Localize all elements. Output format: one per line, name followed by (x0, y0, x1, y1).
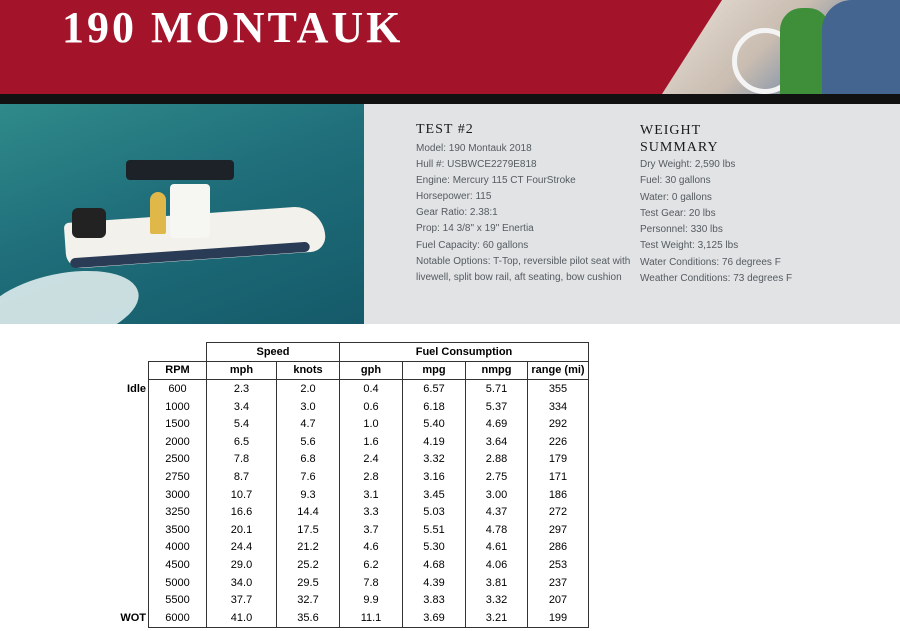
passenger-graphic (150, 192, 166, 234)
weight-line: Water Conditions: 76 degrees F (640, 256, 781, 268)
range-cell: 355 (528, 380, 589, 398)
weight-title-line: SUMMARY (640, 140, 719, 155)
weight-line: Fuel: 30 gallons (640, 175, 711, 187)
test-title: TEST #2 (416, 122, 474, 137)
nmpg-cell: 2.88 (466, 451, 528, 469)
nmpg-cell: 4.69 (466, 415, 528, 433)
gph-cell: 11.1 (340, 609, 403, 627)
row-label (111, 503, 149, 521)
mph-cell: 34.0 (207, 574, 277, 592)
mph-cell: 2.3 (207, 380, 277, 398)
range-cell: 237 (528, 574, 589, 592)
weight-line: Weather Conditions: 73 degrees F (640, 273, 793, 285)
weight-specs (640, 157, 840, 287)
gph-cell: 1.0 (340, 415, 403, 433)
rpm-cell: 4500 (149, 556, 207, 574)
mpg-cell: 3.83 (403, 591, 466, 609)
row-label (111, 486, 149, 504)
nmpg-cell: 4.61 (466, 539, 528, 557)
mpg-cell: 6.57 (403, 380, 466, 398)
rpm-cell: 4000 (149, 539, 207, 557)
range-cell: 292 (528, 415, 589, 433)
rpm-cell: 600 (149, 380, 207, 398)
mpg-cell: 3.32 (403, 451, 466, 469)
table-row (111, 503, 589, 521)
rpm-cell: 3000 (149, 486, 207, 504)
row-label (111, 451, 149, 469)
range-cell: 334 (528, 398, 589, 416)
mph-cell: 10.7 (207, 486, 277, 504)
gph-cell: 4.6 (340, 539, 403, 557)
nmpg-cell: 3.64 (466, 433, 528, 451)
col-header-nmpg: nmpg (466, 361, 528, 380)
table-row (111, 539, 589, 557)
knots-cell: 5.6 (277, 433, 340, 451)
table-row (111, 521, 589, 539)
table-row (111, 609, 589, 627)
weight-line: Dry Weight: 2,590 lbs (640, 159, 736, 170)
knots-cell: 4.7 (277, 415, 340, 433)
table-row (111, 398, 589, 416)
rpm-cell: 3500 (149, 521, 207, 539)
boat-photo (0, 104, 364, 324)
mpg-cell: 5.51 (403, 521, 466, 539)
rpm-cell: 2750 (149, 468, 207, 486)
knots-cell: 25.2 (277, 556, 340, 574)
row-label: WOT (120, 611, 146, 624)
spec-line: Model: 190 Montauk 2018 (416, 143, 532, 154)
mph-cell: 24.4 (207, 539, 277, 557)
knots-cell: 17.5 (277, 521, 340, 539)
row-label (111, 556, 149, 574)
knots-cell: 9.3 (277, 486, 340, 504)
weight-line: Water: 0 gallons (640, 191, 712, 203)
mpg-cell: 5.40 (403, 415, 466, 433)
row-label (111, 574, 149, 592)
table-row (111, 451, 589, 469)
table-row (111, 591, 589, 609)
gph-cell: 2.8 (340, 468, 403, 486)
nmpg-cell: 4.37 (466, 503, 528, 521)
mpg-cell: 4.68 (403, 556, 466, 574)
mpg-cell: 5.03 (403, 503, 466, 521)
t-top-graphic (126, 160, 234, 180)
rpm-cell: 5500 (149, 591, 207, 609)
gph-cell: 2.4 (340, 451, 403, 469)
row-label: Idle (127, 382, 146, 395)
fuel-consumption-group-header: Fuel Consumption (340, 343, 589, 362)
knots-cell: 3.0 (277, 398, 340, 416)
mph-cell: 8.7 (207, 468, 277, 486)
spec-line: Gear Ratio: 2.38:1 (416, 207, 498, 219)
divider-bar (0, 94, 900, 104)
gph-cell: 0.4 (340, 380, 403, 398)
outboard-motor-graphic (72, 208, 106, 238)
group-header-row (111, 343, 589, 362)
row-label (111, 433, 149, 451)
rpm-cell: 1000 (149, 398, 207, 416)
col-header-mph: mph (207, 361, 277, 380)
performance-table (111, 342, 589, 628)
spec-line: livewell, split bow rail, aft seating, bow cushion (416, 271, 622, 283)
gph-cell: 0.6 (340, 398, 403, 416)
mpg-cell: 3.45 (403, 486, 466, 504)
spec-line: Fuel Capacity: 60 gallons (416, 239, 529, 251)
table-row (111, 380, 589, 398)
row-label (111, 468, 149, 486)
spec-line: Hull #: USBWCE2279E818 (416, 159, 537, 171)
speed-group-header: Speed (207, 343, 340, 362)
gph-cell: 3.3 (340, 503, 403, 521)
page-title: 190 MONTAUK (62, 3, 404, 52)
knots-cell: 29.5 (277, 574, 340, 592)
rpm-cell: 6000 (149, 609, 207, 627)
mph-cell: 41.0 (207, 609, 277, 627)
mph-cell: 20.1 (207, 521, 277, 539)
row-label (111, 521, 149, 539)
mph-cell: 37.7 (207, 591, 277, 609)
column-header-row (111, 361, 589, 380)
mpg-cell: 4.39 (403, 574, 466, 592)
row-label (111, 539, 149, 557)
col-header-rpm: RPM (149, 361, 207, 380)
knots-cell: 7.6 (277, 468, 340, 486)
boat-wake-graphic (0, 258, 146, 324)
knots-cell: 6.8 (277, 451, 340, 469)
rpm-cell: 3250 (149, 503, 207, 521)
gph-cell: 1.6 (340, 433, 403, 451)
range-cell: 286 (528, 539, 589, 557)
row-label (111, 398, 149, 416)
range-cell: 186 (528, 486, 589, 504)
range-cell: 272 (528, 503, 589, 521)
rpm-cell: 2500 (149, 451, 207, 469)
rpm-cell: 2000 (149, 433, 207, 451)
range-cell: 253 (528, 556, 589, 574)
mpg-cell: 4.19 (403, 433, 466, 451)
range-cell: 226 (528, 433, 589, 451)
header-couple-photo (662, 0, 900, 94)
gph-cell: 9.9 (340, 591, 403, 609)
mpg-cell: 5.30 (403, 539, 466, 557)
nmpg-cell: 3.32 (466, 591, 528, 609)
rpm-cell: 5000 (149, 574, 207, 592)
mph-cell: 6.5 (207, 433, 277, 451)
test-specs (416, 141, 638, 286)
weight-line: Personnel: 330 lbs (640, 224, 723, 236)
table-row (111, 556, 589, 574)
table-row (111, 486, 589, 504)
rpm-cell: 1500 (149, 415, 207, 433)
center-console-graphic (170, 184, 210, 238)
weight-line: Test Gear: 20 lbs (640, 207, 716, 219)
table-row (111, 415, 589, 433)
range-cell: 171 (528, 468, 589, 486)
range-cell: 297 (528, 521, 589, 539)
knots-cell: 32.7 (277, 591, 340, 609)
spec-line: Engine: Mercury 115 CT FourStroke (416, 175, 576, 187)
mph-cell: 16.6 (207, 503, 277, 521)
mph-cell: 5.4 (207, 415, 277, 433)
table-row (111, 574, 589, 592)
range-cell: 179 (528, 451, 589, 469)
gph-cell: 7.8 (340, 574, 403, 592)
table-row (111, 468, 589, 486)
col-header-knots: knots (277, 361, 340, 380)
nmpg-cell: 3.21 (466, 609, 528, 627)
spec-line: Prop: 14 3/8" x 19" Enertia (416, 223, 534, 235)
gph-cell: 3.1 (340, 486, 403, 504)
nmpg-cell: 4.06 (466, 556, 528, 574)
nmpg-cell: 3.00 (466, 486, 528, 504)
weight-title-line: WEIGHT (640, 123, 702, 138)
nmpg-cell: 5.37 (466, 398, 528, 416)
knots-cell: 2.0 (277, 380, 340, 398)
row-label (111, 415, 149, 433)
weight-line: Test Weight: 3,125 lbs (640, 240, 739, 252)
col-header-gph: gph (340, 361, 403, 380)
nmpg-cell: 4.78 (466, 521, 528, 539)
knots-cell: 35.6 (277, 609, 340, 627)
mph-cell: 29.0 (207, 556, 277, 574)
gph-cell: 6.2 (340, 556, 403, 574)
nmpg-cell: 5.71 (466, 380, 528, 398)
person-blue-shirt-graphic (822, 0, 900, 94)
row-label (111, 591, 149, 609)
col-header-mpg: mpg (403, 361, 466, 380)
nmpg-cell: 3.81 (466, 574, 528, 592)
range-cell: 199 (528, 609, 589, 627)
weight-summary-title (640, 122, 800, 156)
mph-cell: 3.4 (207, 398, 277, 416)
mpg-cell: 3.69 (403, 609, 466, 627)
knots-cell: 21.2 (277, 539, 340, 557)
gph-cell: 3.7 (340, 521, 403, 539)
range-cell: 207 (528, 591, 589, 609)
header-banner (0, 0, 900, 94)
spec-line: Notable Options: T-Top, reversible pilot seat with (416, 255, 631, 267)
spec-line: Horsepower: 115 (416, 191, 492, 203)
mpg-cell: 3.16 (403, 468, 466, 486)
performance-table-body (111, 380, 589, 627)
mpg-cell: 6.18 (403, 398, 466, 416)
nmpg-cell: 2.75 (466, 468, 528, 486)
knots-cell: 14.4 (277, 503, 340, 521)
table-row (111, 433, 589, 451)
col-header-range: range (mi) (528, 361, 589, 380)
mph-cell: 7.8 (207, 451, 277, 469)
